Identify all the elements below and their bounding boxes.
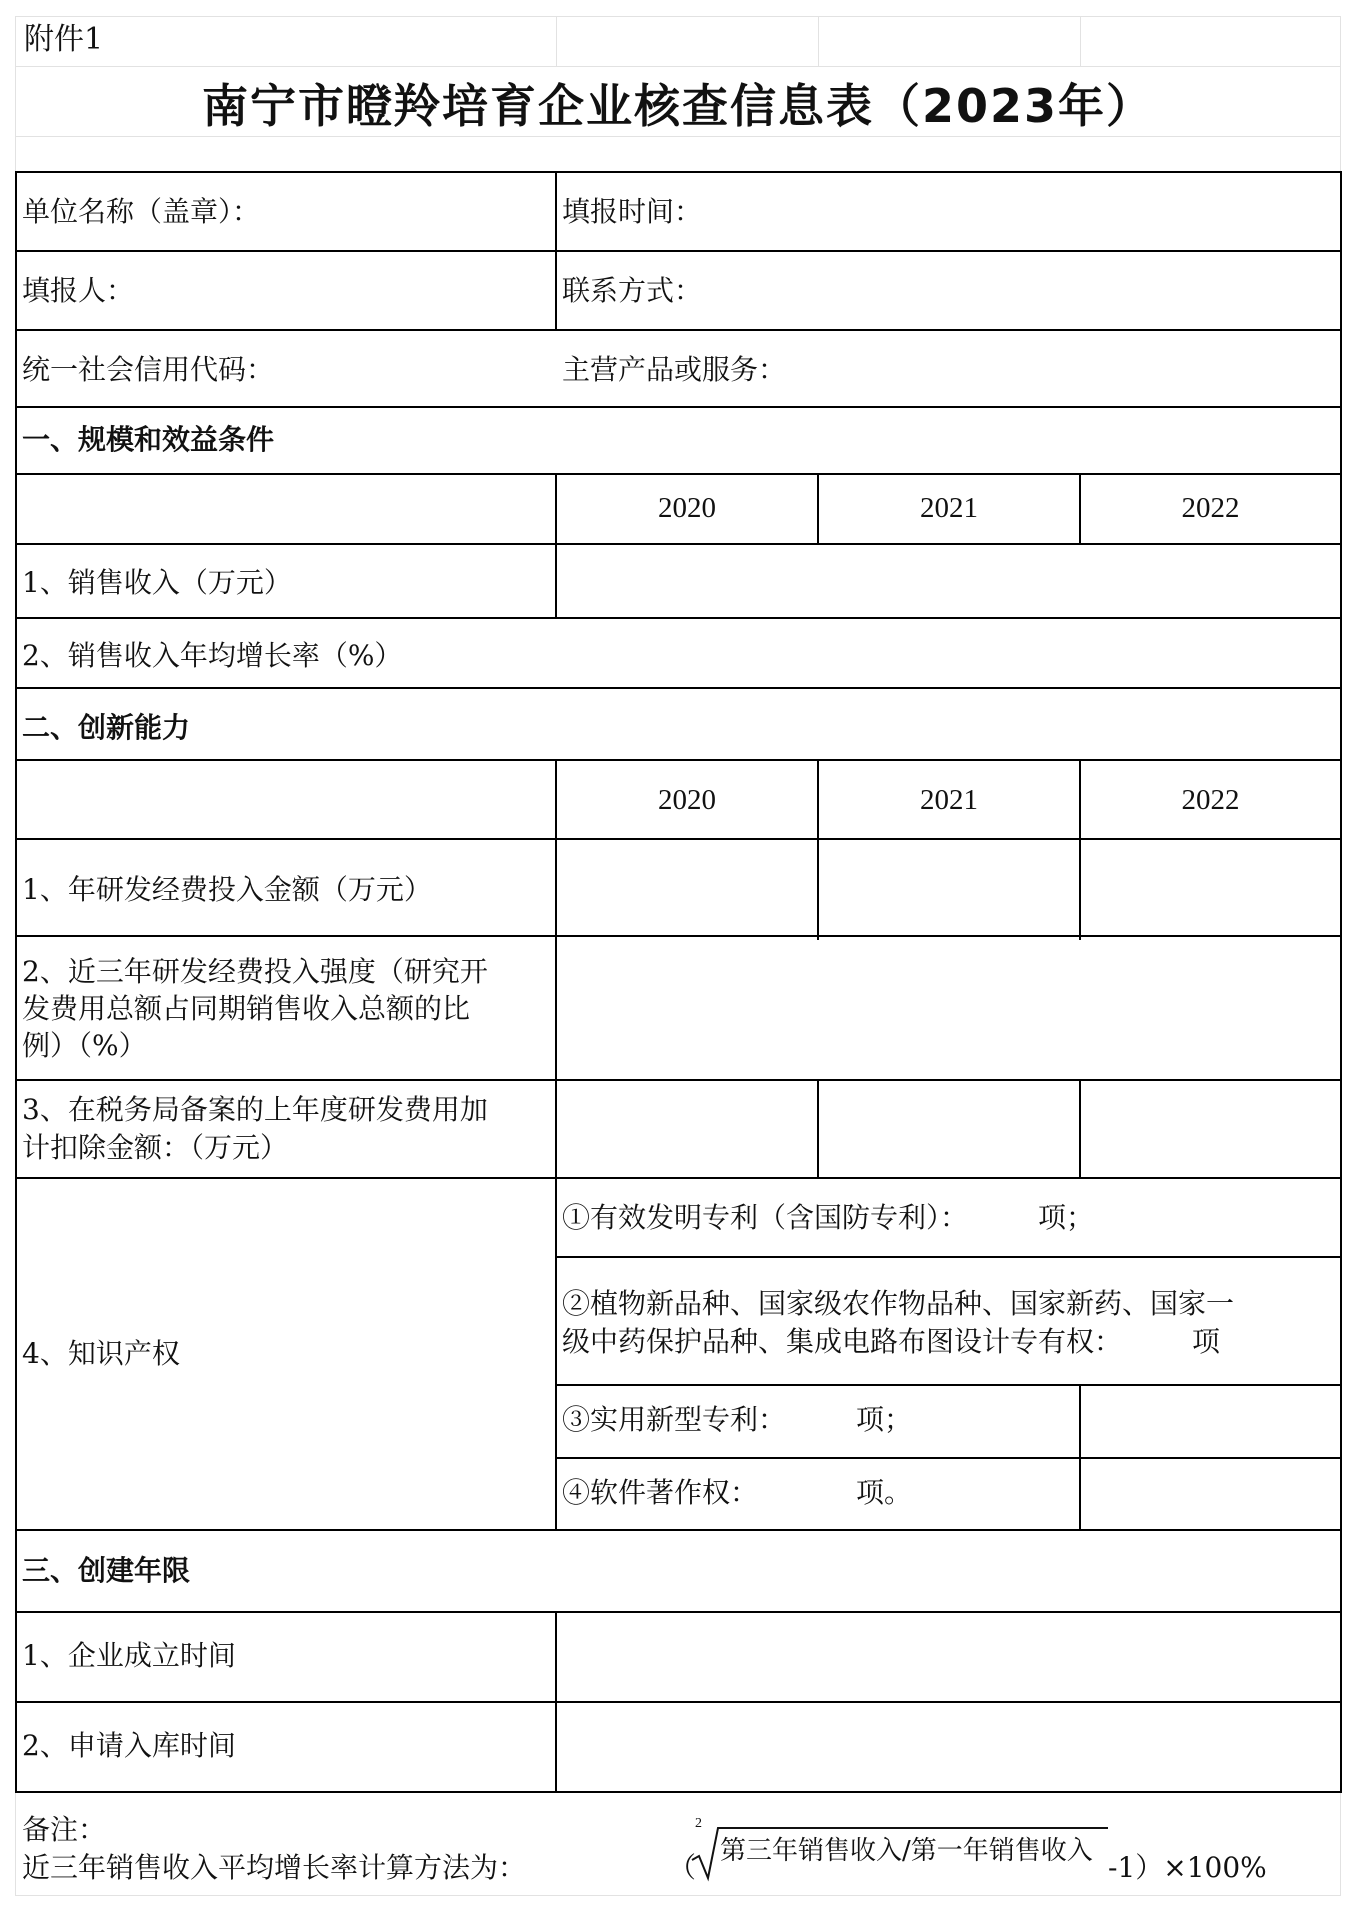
unit-name-label: 单位名称（盖章）：	[22, 195, 261, 228]
formula-open-paren: （	[668, 1851, 697, 1884]
ip-label: 4、知识产权	[22, 1337, 180, 1370]
established-label: 1、企业成立时间	[22, 1639, 236, 1672]
rd-amount-label: 1、年研发经费投入金额（万元）	[22, 873, 432, 906]
section1-title: 一、规模和效益条件	[22, 423, 275, 456]
formula-label: 近三年销售收入平均增长率计算方法为：	[22, 1851, 527, 1884]
year-header: 2022	[1181, 492, 1240, 524]
formula-radicand: 第三年销售收入/第一年销售收入	[720, 1836, 1093, 1866]
tax-deduction-label: 计扣除金额：（万元）	[22, 1131, 289, 1164]
sales-revenue-label: 1、销售收入（万元）	[22, 566, 292, 599]
credit-code-label: 统一社会信用代码：	[22, 353, 275, 386]
section2-title: 二、创新能力	[22, 711, 191, 744]
year-header: 2021	[920, 784, 978, 816]
year-header: 2022	[1181, 784, 1240, 816]
ip-utility-patent: ③实用新型专利： 项；	[562, 1403, 913, 1436]
page-title: 南宁市瞪羚培育企业核查信息表（2023年）	[201, 79, 1155, 133]
note-label: 备注：	[22, 1813, 107, 1846]
year-header: 2020	[658, 492, 716, 524]
formula-tail: -1）×100%	[1108, 1851, 1267, 1884]
year-header: 2021	[920, 492, 978, 524]
year-header: 2020	[658, 784, 716, 816]
section3-title: 三、创建年限	[22, 1554, 191, 1587]
root-index: 2	[695, 1816, 702, 1831]
rd-intensity-label: 2、近三年研发经费投入强度（研究开	[22, 955, 488, 988]
attachment-label: 附件1	[24, 22, 104, 57]
ip-other-rights: 级中药保护品种、集成电路布图设计专有权： 项	[562, 1325, 1221, 1358]
filler-label: 填报人：	[22, 274, 135, 307]
apply-time-label: 2、申请入库时间	[22, 1729, 236, 1762]
rd-intensity-label: 例）（%）	[22, 1029, 147, 1062]
main-products-label: 主营产品或服务：	[562, 353, 787, 386]
rd-intensity-label: 发费用总额占同期销售收入总额的比	[22, 992, 471, 1025]
sales-growth-label: 2、销售收入年均增长率（%）	[22, 639, 403, 672]
ip-other-rights: ②植物新品种、国家级农作物品种、国家新药、国家一	[562, 1287, 1235, 1320]
fill-time-label: 填报时间：	[562, 195, 703, 228]
tax-deduction-label: 3、在税务局备案的上年度研发费用加	[22, 1093, 488, 1126]
ip-invention-patent: ①有效发明专利（含国防专利）： 项；	[562, 1201, 1095, 1234]
ip-software-copyright: ④软件著作权： 项。	[562, 1476, 913, 1509]
contact-label: 联系方式：	[562, 274, 703, 307]
